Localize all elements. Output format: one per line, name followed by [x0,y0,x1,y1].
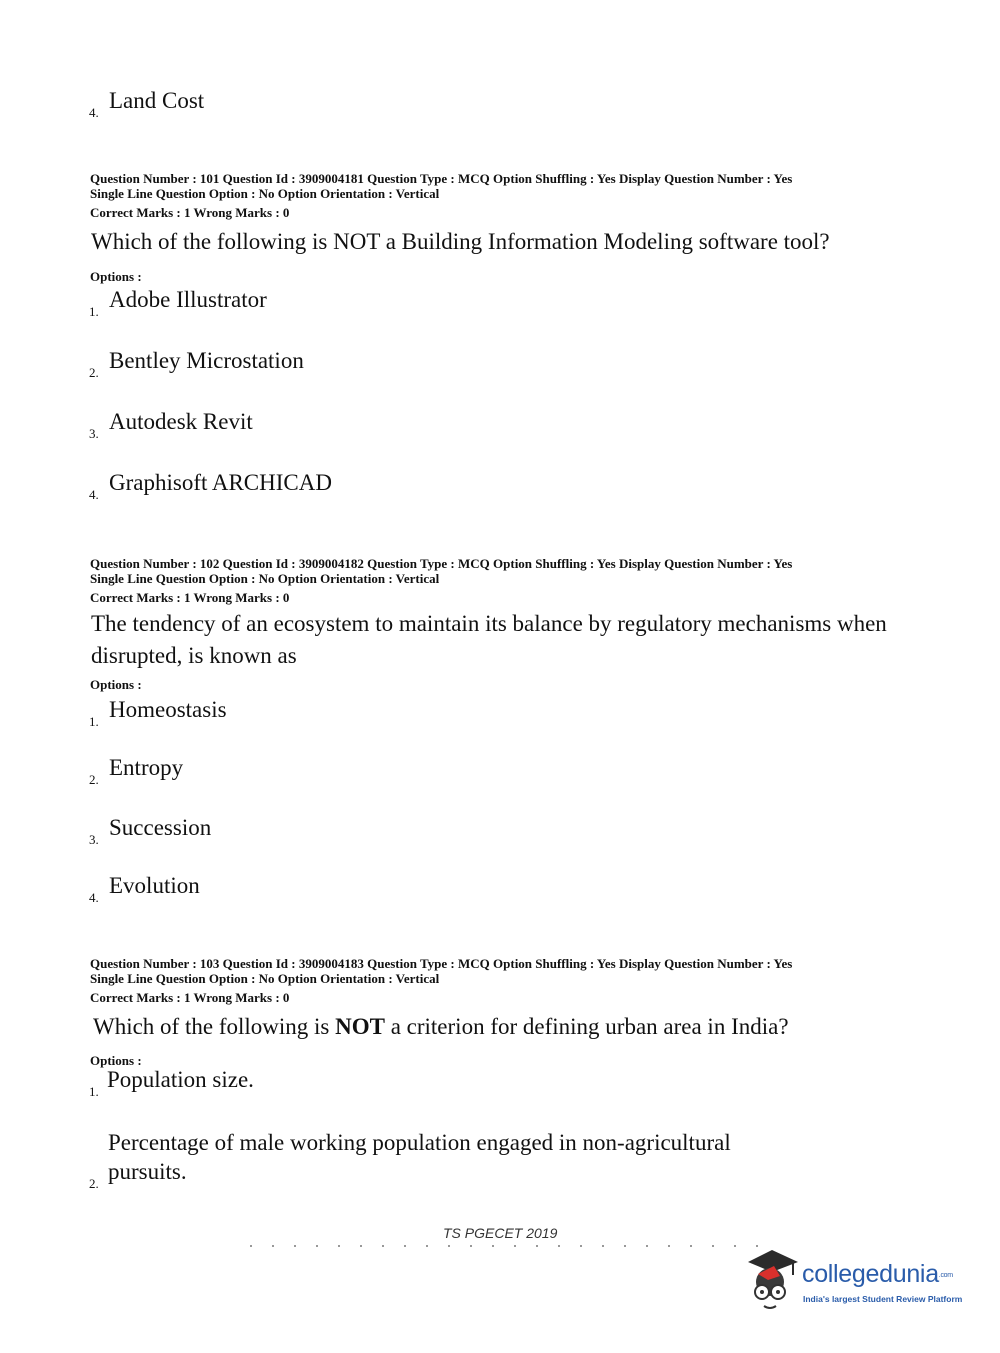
options-label: Options : [90,677,142,692]
option-text: Entropy [109,755,184,780]
question-text [93,1011,923,1043]
question-text: Which of the following is NOT a Building Information Modeling software tool? [91,229,830,254]
question-text-emphasis: NOT [335,1014,385,1039]
logo-tagline: India's largest Student Review Platform [803,1294,963,1304]
question-text-part: a criterion for defining urban area in India? [384,1014,789,1039]
question-meta-line: Question Number : 103 Question Id : 3909004183 Question Type : MCQ Option Shuffling : Yes Display Question Number : Yes [90,956,793,971]
collegedunia-logo [740,1248,970,1318]
footer-divider [240,1245,760,1247]
question-marks: Correct Marks : 1 Wrong Marks : 0 [90,990,290,1005]
option-text: Percentage of male working population engaged in non-agricultural [108,1130,731,1155]
mascot-icon [740,1248,802,1318]
option-number: 4. [89,890,99,905]
option-text: Land Cost [109,88,205,113]
option-item[interactable] [89,409,253,441]
option-text: Succession [109,815,212,840]
options-label: Options : [90,269,142,284]
option-text: Evolution [109,873,200,898]
question-meta-line: Single Line Question Option : No Option Orientation : Vertical [90,570,440,586]
option-number: 1. [89,304,99,319]
option-item[interactable] [89,348,304,380]
options-label: Options : [90,1053,142,1068]
question-meta [90,172,950,221]
question-text: The tendency of an ecosystem to maintain its balance by regulatory mechanisms when disrupted, is known as [91,611,887,668]
option-item[interactable] [89,1067,254,1099]
question-meta [90,557,950,606]
option-item[interactable] [89,1127,731,1191]
option-number: 2. [89,1176,99,1191]
question-marks: Correct Marks : 1 Wrong Marks : 0 [90,205,290,220]
option-item[interactable] [89,470,332,502]
option-text: Homeostasis [109,697,227,722]
option-text: Graphisoft ARCHICAD [109,470,332,495]
option-item[interactable] [89,873,200,905]
question-meta-line: Question Number : 102 Question Id : 3909004182 Question Type : MCQ Option Shuffling : Yes Display Question Number : Yes [90,556,793,571]
option-text: pursuits. [108,1159,187,1184]
question-text-part: Which of the following is [93,1014,336,1039]
option-number: 3. [89,426,99,441]
option-number: 4. [89,487,99,502]
footer-exam-label: TS PGECET 2019 [443,1225,558,1241]
option-item[interactable] [89,755,184,787]
option-number: 3. [89,832,99,847]
option-item[interactable] [89,697,227,729]
option-item [89,88,205,120]
option-item[interactable] [89,287,267,319]
option-number: 1. [89,714,99,729]
question-meta-line: Question Number : 101 Question Id : 3909004181 Question Type : MCQ Option Shuffling : Yes Display Question Number : Yes [90,171,793,186]
option-number: 1. [89,1084,99,1099]
question-meta-line: Single Line Question Option : No Option Orientation : Vertical [90,970,440,986]
option-text: Autodesk Revit [109,409,253,434]
option-text: Adobe Illustrator [109,287,267,312]
question-marks: Correct Marks : 1 Wrong Marks : 0 [90,590,290,605]
option-text: Population size. [107,1067,254,1092]
question-meta-line: Single Line Question Option : No Option Orientation : Vertical [90,185,440,201]
question-meta [90,957,950,1006]
option-number: 2. [89,365,99,380]
option-text: Bentley Microstation [109,348,304,373]
logo-wordmark: collegedunia.com [802,1260,953,1288]
option-item[interactable] [89,815,212,847]
option-number: 2. [89,772,99,787]
option-number: 4. [89,105,99,120]
